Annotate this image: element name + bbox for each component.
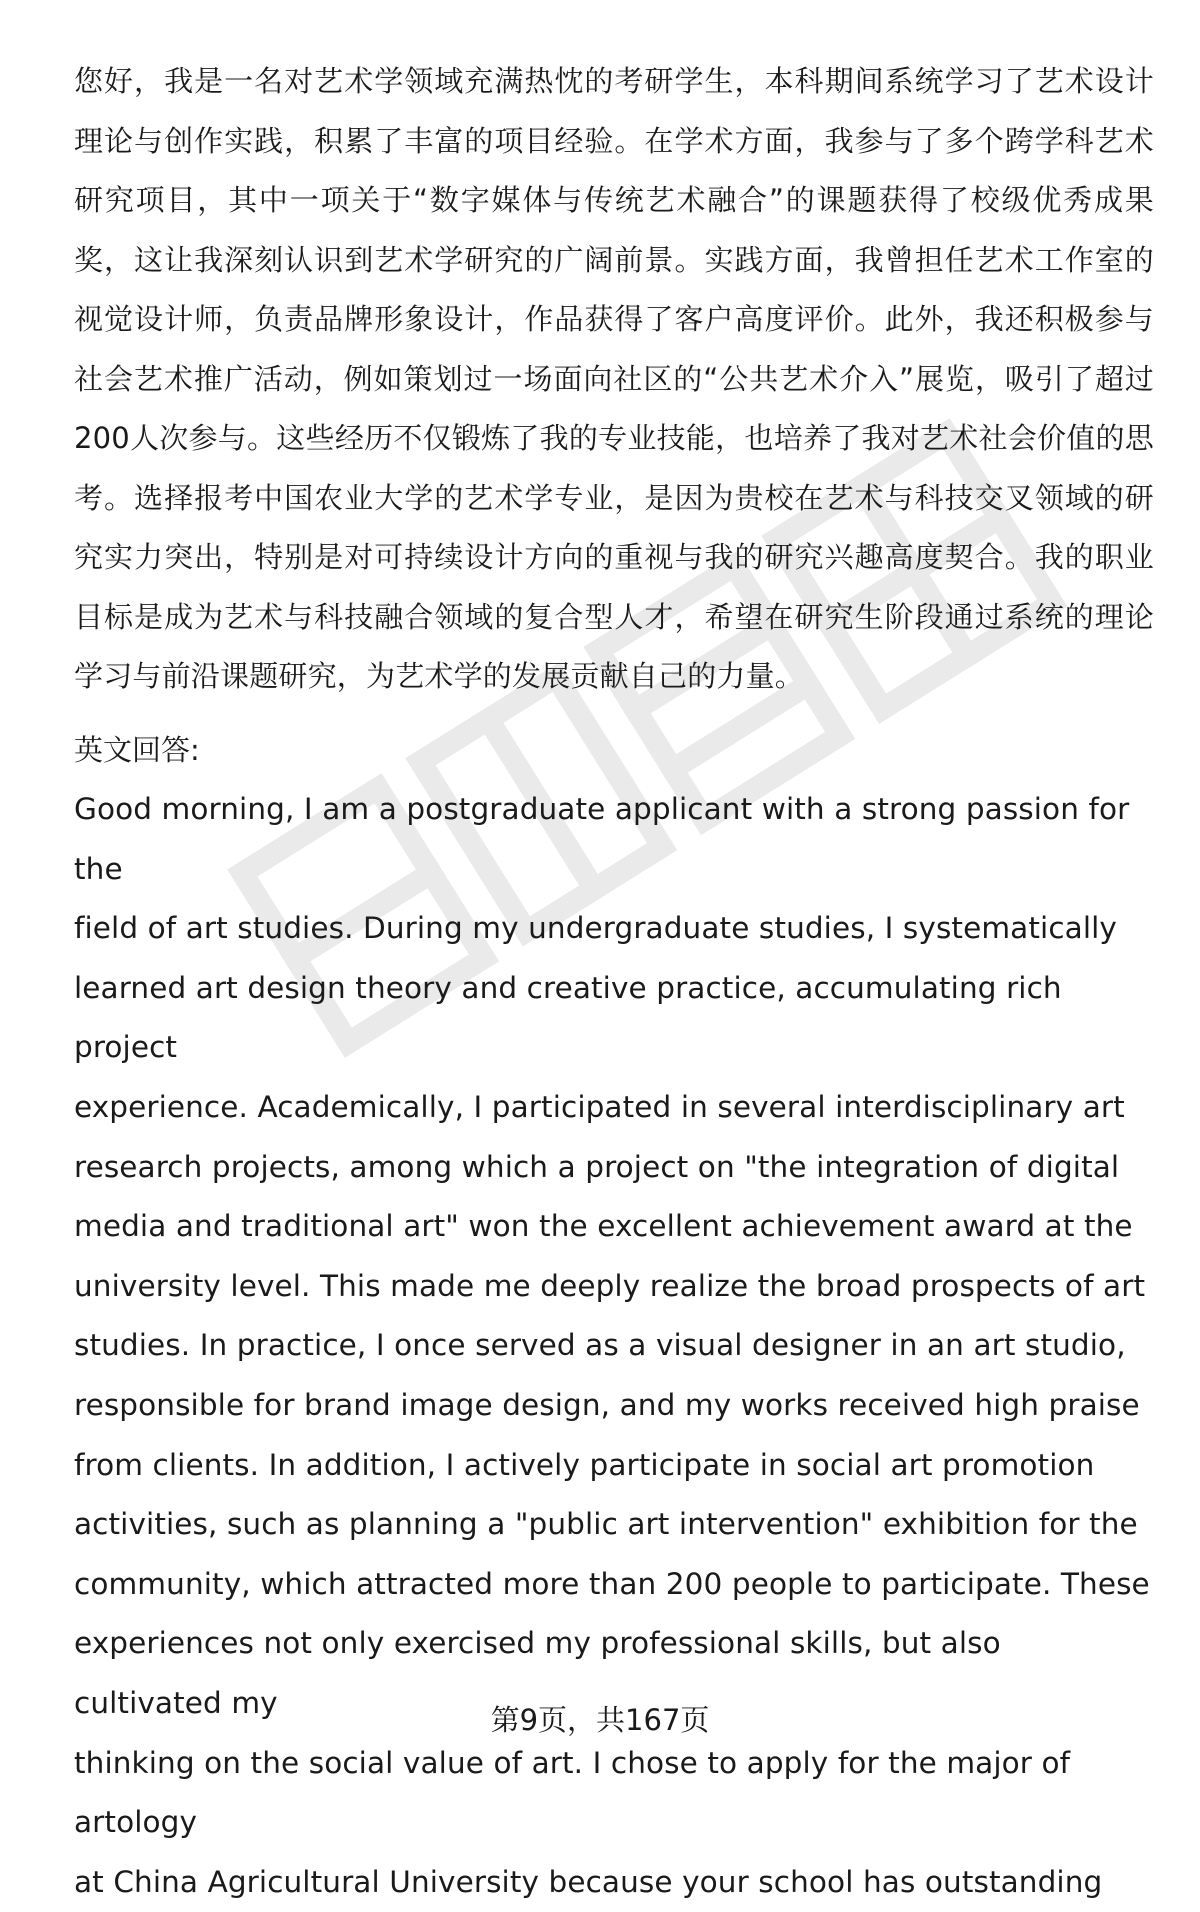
english-line: media and traditional art" won the excellent achievement award at the xyxy=(74,1209,1133,1244)
english-line: thinking on the social value of art. I chose to apply for the major of artology xyxy=(74,1745,1071,1840)
page-number-footer: 第9页，共167页 xyxy=(490,1703,710,1737)
english-answer-label: 英文回答: xyxy=(74,732,200,767)
english-line: learned art design theory and creative practice, accumulating rich project xyxy=(74,970,1062,1065)
english-answer-paragraph xyxy=(74,780,1154,1912)
english-line: activities, such as planning a "public art intervention" exhibition for the xyxy=(74,1507,1138,1542)
english-line: community, which attracted more than 200 people to participate. These xyxy=(74,1566,1150,1601)
english-line: Good morning, I am a postgraduate applicant with a strong passion for the xyxy=(74,792,1130,886)
document-body xyxy=(74,52,1154,1912)
english-line: responsible for brand image design, and my works received high praise xyxy=(74,1387,1140,1422)
chinese-answer-paragraph: 您好，我是一名对艺术学领域充满热忱的考研学生，本科期间系统学习了艺术设计理论与创作实践，积累了丰富的项目经验。在学术方面，我参与了多个跨学科艺术研究项目，其中一项关于“数字媒体与传统艺术融合”的课题获得了校级优秀成果奖，这让我深刻认识到艺术学研究的广阔前景。实践方面，我曾担任艺术工作室的视觉设计师，负责品牌形象设计，作品获得了客户高度评价。此外，我还积极参与社会艺术推广活动，例如策划过一场面向社区的“公共艺术介入”展览，吸引了超过200人次参与。这些经历不仅锻炼了我的专业技能，也培养了我对艺术社会价值的思考。选择报考中国农业大学的艺术学专业，是因为贵校在艺术与科技交叉领域的研究实力突出，特别是对可持续设计方向的重视与我的研究兴趣高度契合。我的职业目标是成为艺术与科技融合领域的复合型人才，希望在研究生阶段通过系统的理论学习与前沿课题研究，为艺术学的发展贡献自己的力量。 xyxy=(74,64,1154,693)
english-line: field of art studies. During my undergraduate studies, I systematically xyxy=(74,911,1117,946)
english-line: experiences not only exercised my professional skills, but also cultivated my xyxy=(74,1626,1001,1720)
english-line: university level. This made me deeply realize the broad prospects of art xyxy=(74,1268,1146,1303)
english-line: at China Agricultural University because your school has outstanding xyxy=(74,1864,1103,1899)
english-line: from clients. In addition, I actively participate in social art promotion xyxy=(74,1447,1095,1482)
english-line: research projects, among which a project on "the integration of digital xyxy=(74,1149,1120,1184)
english-line: studies. In practice, I once served as a visual designer in an art studio, xyxy=(74,1328,1126,1363)
english-line: experience. Academically, I participated in several interdisciplinary art xyxy=(74,1089,1125,1124)
